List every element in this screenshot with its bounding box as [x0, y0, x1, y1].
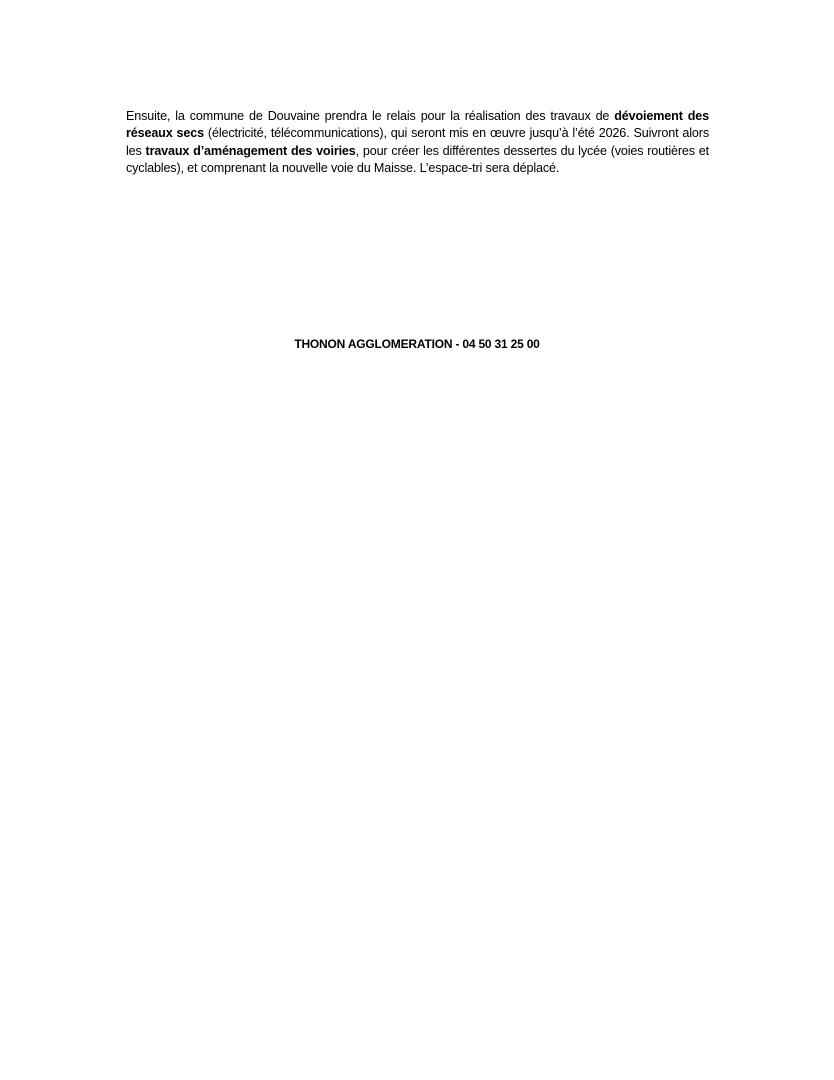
paragraph-bold-1: dévoiement des réseaux secs: [126, 109, 709, 141]
paragraph-text-1: Ensuite, la commune de Douvaine prendra le relais pour la réalisation des travaux de: [126, 109, 615, 123]
body-paragraph: [126, 108, 709, 178]
paragraph-bold-2: travaux d’aménagement des voiries: [145, 143, 356, 158]
paragraph-text-2: (électricité, télécommunications), qui seront mis en œuvre jusqu’à l’été 2026. Suivront alors les: [126, 126, 709, 158]
paragraph-text-3: , pour créer les différentes dessertes du lycée (voies routières et cyclables), et comprenant la nouvelle voie du Maisse. L’espace-tri sera déplacé.: [126, 143, 709, 176]
footer-contact: THONON AGGLOMERATION - 04 50 31 25 00: [294, 337, 540, 351]
